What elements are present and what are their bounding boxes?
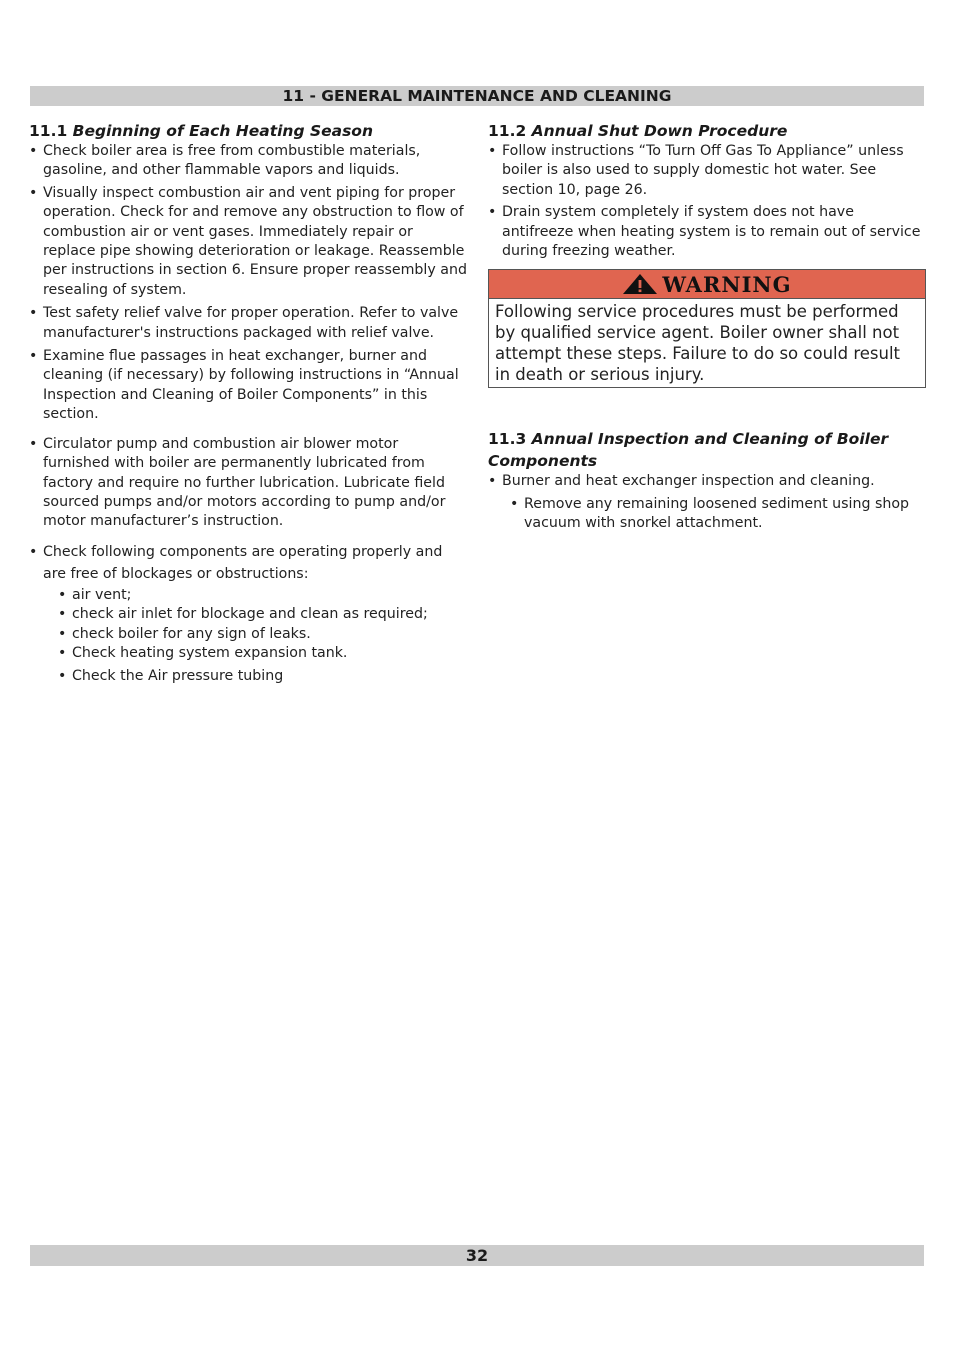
chapter-title: 11 - GENERAL MAINTENANCE AND CLEANING [282, 87, 672, 105]
section-title: Beginning of Each Heating Season [72, 122, 373, 140]
warning-header [489, 270, 925, 299]
list-item: • Follow instructions “To Turn Off Gas To Appliance” unless boiler is also used to supply domestic hot water. See section 10, page 26. [488, 142, 926, 200]
section-11-2-heading [488, 120, 926, 142]
list-item: • Burner and heat exchanger inspection and cleaning. [488, 472, 926, 491]
sub-list-item: • Check heating system expansion tank. [29, 644, 469, 663]
list-item: • Check boiler area is free from combustible materials, gasoline, and other flammable vapors and liquids. [29, 142, 469, 181]
page-footer-bar [30, 1245, 924, 1266]
list-item: • Check following components are operating properly and are free of blockages or obstructions: [29, 541, 469, 586]
list-item: • Visually inspect combustion air and vent piping for proper operation. Check for and remove any obstruction to flow of combustion air or vent gases. Immediately repair or replace pipe showing deterioration or leakage. Reassemble per instructions in section 6. Ensure proper reassembly and resealing of system. [29, 184, 469, 300]
sub-list-item: • check boiler for any sign of leaks. [29, 625, 469, 644]
page-number: 32 [465, 1246, 489, 1265]
section-number: 11.1 [29, 122, 68, 140]
sub-list-item: • air vent; [29, 586, 469, 605]
warning-triangle-icon [622, 273, 658, 295]
section-number: 11.2 [488, 122, 527, 140]
section-title-bar [30, 86, 924, 106]
section-title: Annual Inspection and Cleaning of Boiler Components [488, 430, 889, 471]
list-item: • Test safety relief valve for proper operation. Refer to valve manufacturer's instructions packaged with relief valve. [29, 304, 469, 343]
warning-box [488, 269, 926, 388]
list-item: • Circulator pump and combustion air blower motor furnished with boiler are permanently lubricated from factory and require no further lubrication. Lubricate field sourced pumps and/or motors according to pump and/or motor manufacturer’s instruction. [29, 435, 469, 532]
warning-text: Following service procedures must be performed by qualified service agent. Boiler owner shall not attempt these steps. Failure to do so could result in death or serious injury. [495, 302, 901, 385]
section-number: 11.3 [488, 430, 527, 449]
list-item: • Examine flue passages in heat exchanger, burner and cleaning (if necessary) by following instructions in “Annual Inspection and Cleaning of Boiler Components” in this section. [29, 347, 469, 425]
right-column [488, 120, 926, 534]
left-column [29, 120, 469, 687]
section-title: Annual Shut Down Procedure [531, 122, 788, 140]
sub-list-item: • Remove any remaining loosened sediment using shop vacuum with snorkel attachment. [488, 495, 926, 534]
section-11-3-heading [488, 428, 926, 472]
list-item: • Drain system completely if system does not have antifreeze when heating system is to remain out of service during freezing weather. [488, 203, 926, 261]
warning-label: WARNING [662, 271, 792, 297]
section-11-1-heading [29, 120, 469, 142]
sub-list-item: • check air inlet for blockage and clean as required; [29, 605, 469, 624]
sub-list-item: • Check the Air pressure tubing [29, 667, 469, 686]
